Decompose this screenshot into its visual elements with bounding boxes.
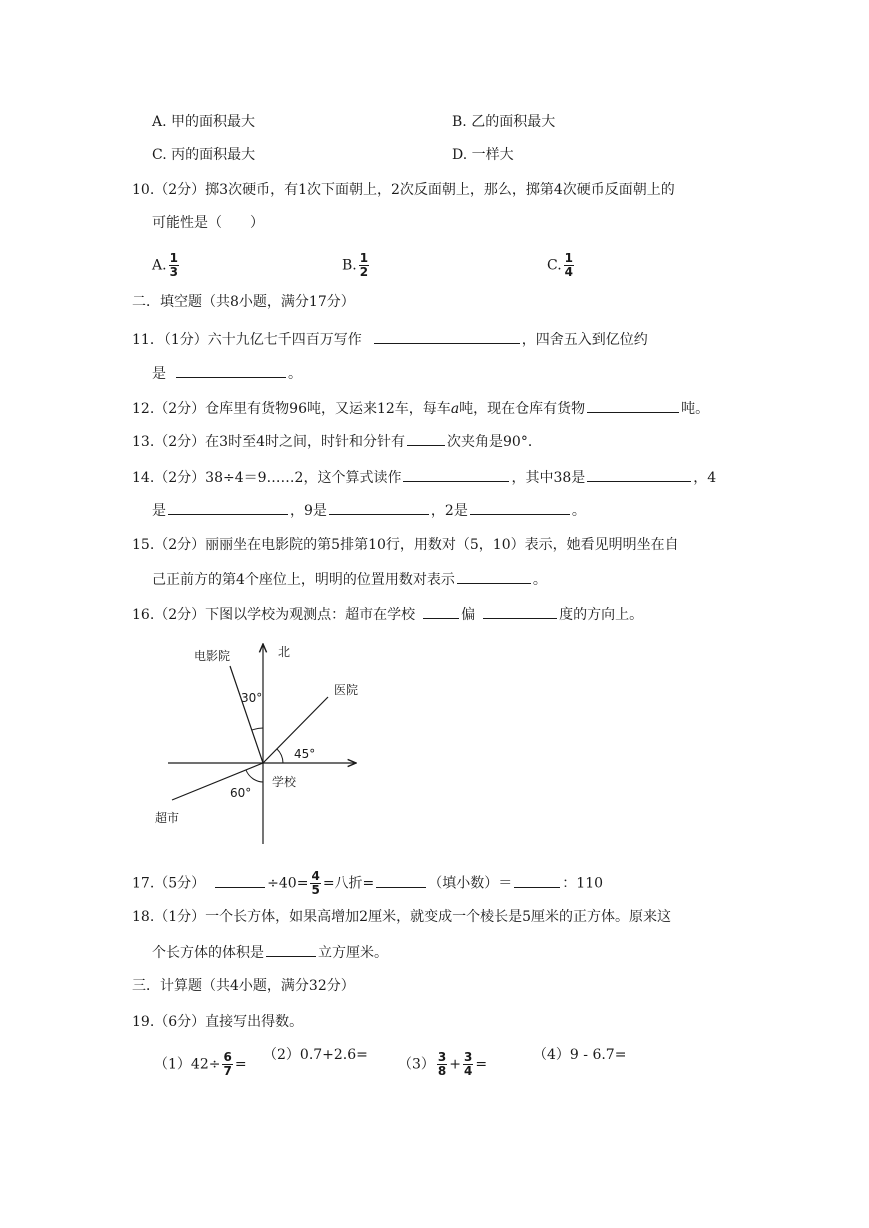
q10-option-a: A. $\frac{1}{3}$ — [152, 251, 178, 279]
q18-line1: 18.（1分）一个长方体，如果高增加2厘米，就变成一个棱长是5厘米的正方体。原来这 — [132, 909, 671, 925]
q16-line: 16.（2分）下图以学校为观测点：超市在学校 偏 度的方向上。 — [132, 603, 643, 625]
label-supermarket: 超市 — [155, 811, 180, 825]
q12-blank[interactable] — [587, 397, 679, 413]
q18-blank[interactable] — [266, 941, 316, 957]
q14-blank-2[interactable] — [587, 466, 691, 482]
label-cinema: 电影院 — [194, 649, 231, 663]
q19-part2: （2）0.7+2.6= — [263, 1047, 368, 1063]
q19-part3: （3） $\frac{3}{8}$ + $\frac{3}{4}$ = — [398, 1050, 488, 1078]
q17-blank-3[interactable] — [514, 872, 560, 888]
q17-blank-2[interactable] — [376, 872, 426, 888]
q14-line1: 14.（2分）38÷4＝9……2，这个算式读作 ，其中38是 ，4 — [132, 466, 716, 488]
angle-arc-cinema — [252, 728, 263, 730]
label-angle-45: 45° — [294, 747, 316, 761]
q11-blank-1[interactable] — [374, 328, 520, 344]
q18-line2: 个长方体的体积是 立方厘米。 — [152, 941, 388, 963]
label-hospital: 医院 — [334, 683, 359, 697]
q14-blank-1[interactable] — [403, 466, 509, 482]
direction-diagram — [150, 636, 370, 848]
q17-line: 17.（5分） ÷40= $\frac{4}{5}$ =八折= （填小数）＝ ：110 — [132, 869, 604, 897]
q10-line2: 可能性是（ ） — [152, 215, 264, 231]
q9-option-a: A. 甲的面积最大 — [152, 114, 256, 130]
q13-blank[interactable] — [407, 430, 445, 446]
q11-line1: 11．（1分）六十九亿七千四百万写作 ，四舍五入到亿位约 — [132, 328, 648, 350]
q13-line: 13.（2分）在3时至4时之间，时针和分针有 次夹角是90°． — [132, 430, 542, 452]
q9-option-d: D. 一样大 — [452, 147, 514, 163]
q11-line2: 是 。 — [152, 362, 302, 384]
q16-blank-1[interactable] — [423, 603, 459, 619]
cinema-ray — [230, 666, 263, 763]
label-school: 学校 — [272, 775, 297, 789]
q14-line2: 是 ，9是 ，2是 。 — [152, 499, 586, 521]
q17-blank-1[interactable] — [215, 872, 265, 888]
angle-arc-hospital — [277, 749, 283, 763]
q9-option-c: C. 丙的面积最大 — [152, 147, 256, 163]
q15-line1: 15.（2分）丽丽坐在电影院的第5排第10行，用数对（5，10）表示，她看见明明坐在自 — [132, 537, 679, 553]
q15-blank[interactable] — [457, 568, 531, 584]
label-angle-30: 30° — [241, 691, 263, 705]
q14-blank-5[interactable] — [470, 499, 570, 515]
q16-blank-2[interactable] — [483, 603, 557, 619]
label-north: 北 — [278, 645, 291, 659]
q10-line1: 10.（2分）掷3次硬币，有1次下面朝上，2次反面朝上，那么，掷第4次硬币反面朝上的 — [132, 182, 675, 198]
q15-line2: 己正前方的第4个座位上，明明的位置用数对表示 。 — [152, 568, 547, 590]
angle-arc-supermarket — [246, 770, 263, 782]
q10-option-c: C. $\frac{1}{4}$ — [547, 251, 574, 279]
q19-title: 19.（6分）直接写出得数。 — [132, 1014, 304, 1030]
q10-option-b: B. $\frac{1}{2}$ — [342, 251, 369, 279]
q14-blank-4[interactable] — [329, 499, 429, 515]
q14-blank-3[interactable] — [168, 499, 288, 515]
section3-title: 三．计算题（共4小题，满分32分） — [132, 978, 355, 994]
q11-blank-2[interactable] — [176, 362, 286, 378]
q9-option-b: B. 乙的面积最大 — [452, 114, 556, 130]
q19-part1: （1）42÷ $\frac{6}{7}$ = — [154, 1050, 247, 1078]
label-angle-60: 60° — [230, 786, 252, 800]
section2-title: 二．填空题（共8小题，满分17分） — [132, 294, 355, 310]
q12-line: 12.（2分）仓库里有货物96吨，又运来12车，每车a吨，现在仓库有货物 吨。 — [132, 397, 709, 419]
q19-part4: （4）9 - 6.7= — [533, 1047, 627, 1063]
